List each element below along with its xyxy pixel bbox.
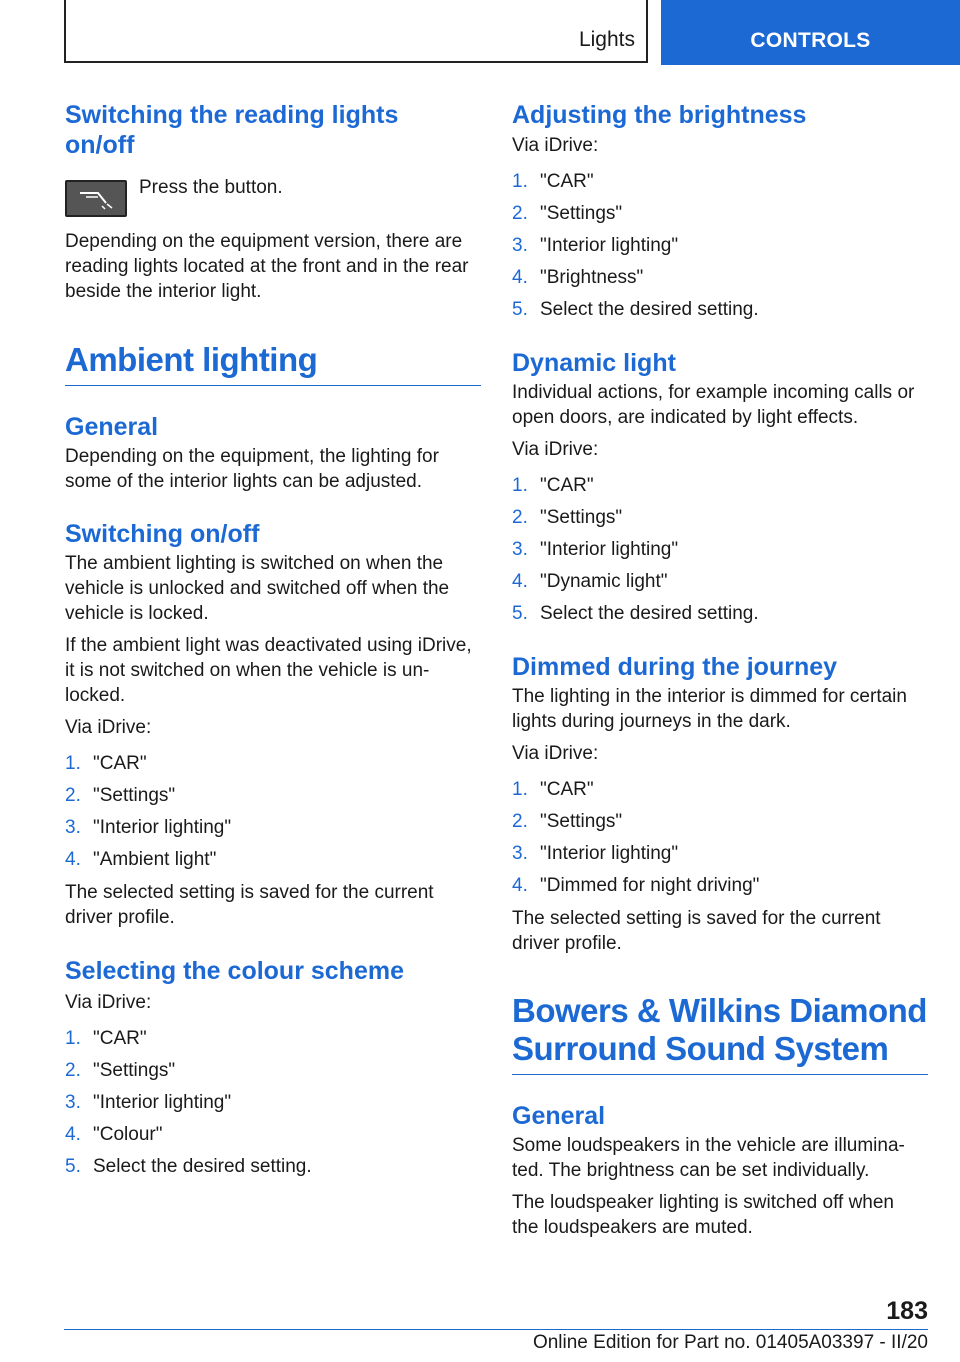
general-heading: General xyxy=(65,413,159,441)
list-item: 3. "Interior lighting" xyxy=(65,817,232,838)
list-item: 4. "Dimmed for night driving" xyxy=(512,875,760,896)
dimmed-steps-list xyxy=(512,774,928,902)
list-item: 5. Select the desired setting. xyxy=(512,299,759,320)
right-column xyxy=(512,100,928,1240)
dynamic-light-heading: Dynamic light xyxy=(512,349,676,377)
dynamic-light-text: Individual actions, for example incoming calls or open doors, are indicated by light effects. xyxy=(512,382,915,428)
list-item: 4. "Ambient light" xyxy=(65,849,217,870)
reading-light-button-icon xyxy=(65,180,127,217)
reading-lamp-icon xyxy=(76,188,116,210)
list-item: 1. "CAR" xyxy=(65,753,147,774)
list-item: 3. "Interior lighting" xyxy=(65,1092,232,1113)
list-item: 1. "CAR" xyxy=(512,171,594,192)
list-item: 4. "Dynamic light" xyxy=(512,571,668,592)
dimmed-via-idrive: Via iDrive: xyxy=(512,743,599,764)
brightness-heading: Adjusting the brightness xyxy=(512,101,807,129)
switching-text-2: If the ambient light was deactivated using iDrive, it is not switched on when the vehicle is un- locked. xyxy=(65,635,472,706)
dimmed-saved-note: The selected setting is saved for the current driver profile. xyxy=(512,908,881,954)
bw-muted-note: The loudspeaker lighting is switched off when the loudspeakers are muted. xyxy=(512,1192,894,1238)
bw-general-heading: General xyxy=(512,1102,606,1130)
brightness-steps-list xyxy=(512,166,928,326)
press-button-text: Press the button. xyxy=(139,177,283,198)
colour-steps-list xyxy=(65,1023,481,1183)
left-column xyxy=(65,100,481,1183)
dynamic-via-idrive: Via iDrive: xyxy=(512,439,599,460)
general-text: Depending on the equipment, the lighting for some of the interior lights can be adjusted. xyxy=(65,446,439,492)
list-item: 2. "Settings" xyxy=(512,507,623,528)
footer-divider xyxy=(64,1329,928,1330)
list-item: 2. "Settings" xyxy=(65,1060,176,1081)
list-item: 5. Select the desired setting. xyxy=(512,603,759,624)
list-item: 4. "Colour" xyxy=(65,1124,163,1145)
header-chapter-tab: CONTROLS xyxy=(661,0,960,65)
ambient-steps-list xyxy=(65,748,481,876)
dynamic-steps-list xyxy=(512,470,928,630)
colour-via-idrive: Via iDrive: xyxy=(65,992,152,1013)
header-section-title: Lights xyxy=(578,28,635,51)
list-item: 4. "Brightness" xyxy=(512,267,644,288)
dimmed-journey-text: The lighting in the interior is dimmed for certain lights during journeys in the dark. xyxy=(512,686,907,732)
list-item: 2. "Settings" xyxy=(512,811,623,832)
list-item: 1. "CAR" xyxy=(512,779,594,800)
footer-edition-text: Online Edition for Part no. 01405A03397 - II/20 xyxy=(532,1332,928,1353)
reading-lights-description: Depending on the equipment version, there are reading lights located at the front and in the rear beside the interior light. xyxy=(65,231,469,302)
bowers-wilkins-heading: Bowers & Wilkins Diamond Surround Sound System xyxy=(512,992,928,1075)
list-item: 3. "Interior lighting" xyxy=(512,843,679,864)
header-frame xyxy=(64,0,648,63)
reading-light-button-row xyxy=(65,178,481,217)
switching-text-1: The ambient lighting is switched on when the vehicle is unlocked and switched off when the vehicle is locked. xyxy=(65,553,450,624)
list-item: 3. "Interior lighting" xyxy=(512,539,679,560)
list-item: 1. "CAR" xyxy=(65,1028,147,1049)
page-number: 183 xyxy=(886,1297,928,1325)
switching-via-idrive: Via iDrive: xyxy=(65,717,152,738)
list-item: 2. "Settings" xyxy=(65,785,176,806)
dimmed-journey-heading: Dimmed during the journey xyxy=(512,653,838,681)
switching-heading: Switching on/off xyxy=(65,520,260,548)
reading-lights-heading: Switching the reading lights on/off xyxy=(65,101,399,159)
brightness-via-idrive: Via iDrive: xyxy=(512,135,599,156)
list-item: 3. "Interior lighting" xyxy=(512,235,679,256)
list-item: 5. Select the desired setting. xyxy=(65,1156,312,1177)
colour-scheme-heading: Selecting the colour scheme xyxy=(65,957,404,985)
list-item: 2. "Settings" xyxy=(512,203,623,224)
ambient-lighting-heading: Ambient lighting xyxy=(65,341,481,386)
list-item: 1. "CAR" xyxy=(512,475,594,496)
bw-general-text: Some loudspeakers in the vehicle are illumina- ted. The brightness can be set individually. xyxy=(512,1135,905,1181)
ambient-saved-note: The selected setting is saved for the current driver profile. xyxy=(65,882,434,928)
